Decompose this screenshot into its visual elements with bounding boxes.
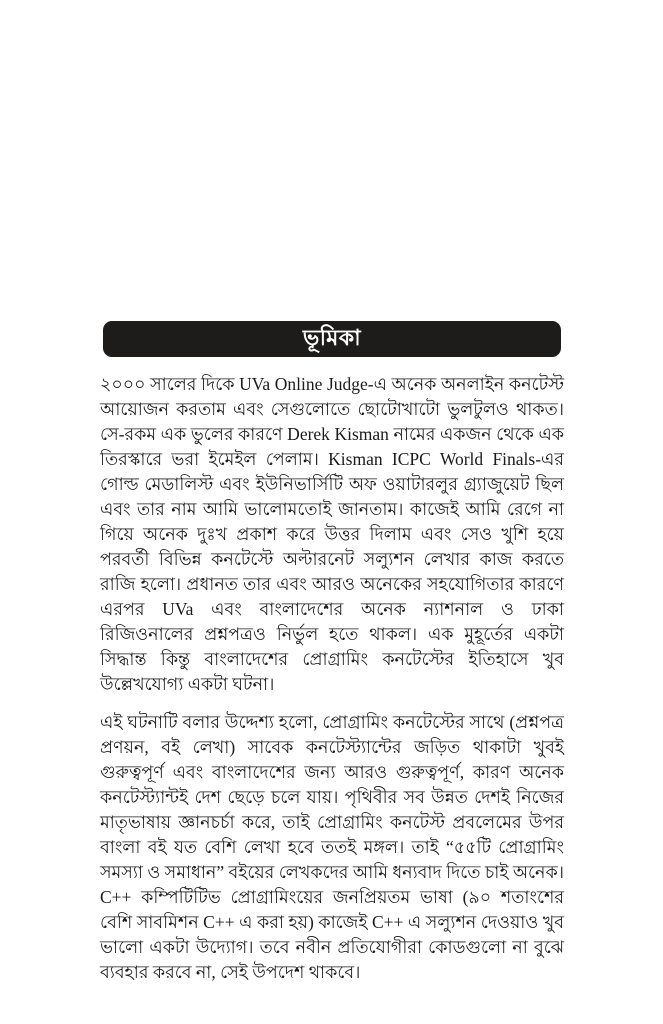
paragraph: এই ঘটনাটি বলার উদ্দেশ্য হলো, প্রোগ্রামিং কনটেস্টের সাথে (প্রশ্নপত্র প্রণয়ন, বই লেখা) সাবেক কনটেস্ট্যান্টের জড়িত থাকাটা খুবই গুরুত্বপূর্ণ এবং বাংলাদেশের জন্য আরও গুরুত্বপূর্ণ, কারণ অনেক কনটেস্ট্যান্টই দেশ ছেড়ে চলে যায়। পৃথিবীর সব উন্নত দেশই নিজের মাতৃভাষায় জ্ঞানচর্চা করে, তাই প্রোগ্রামিং কনটেস্ট প্রবলেমের উপর বাংলা বই যত বেশি লেখা হবে ততই মঙ্গল। তাই “৫৫টি প্রোগ্রামিং সমস্যা ও সমাধান” বইয়ের লেখকদের আমি ধন্যবাদ দিতে চাই অনেক। C++ কম্পিটিটিভ প্রোগ্রামিংয়ের জনপ্রিয়তম ভাষা (৯০ শতাংশের বেশি সাবমিশন C++ এ করা হয়) কাজেই C++ এ সল্যুশন দেওয়াও খুব ভালো একটা উদ্যোগ। তবে নবীন প্রতিযোগীরা কোডগুলো না বুঝে ব্যবহার করবে না, সেই উপদেশ থাকবে। (100, 712, 564, 982)
chapter-body (100, 372, 564, 998)
paragraph: ২০০০ সালের দিকে UVa Online Judge-এ অনেক অনলাইন কনটেস্ট আয়োজন করতাম এবং সেগুলোতে ছোটোখাটো ভুলটুলও থাকত। সে-রকম এক ভুলের কারণে Derek Kisman নামের একজন থেকে এক তিরস্কারে ভরা ইমেইল পেলাম। Kisman ICPC World Finals-এর গোল্ড মেডালিস্ট এবং ইউনিভার্সিটি অফ ওয়াটারলুর গ্র্যাজুয়েট ছিল এবং তার নাম আমি ভালোমতোই জানতাম। কাজেই আমি রেগে না গিয়ে অনেক দুঃখ প্রকাশ করে উত্তর দিলাম এবং সেও খুশি হয়ে পরবর্তী বিভিন্ন কনটেস্টে অল্টারনেট সল্যুশন লেখার কাজ করতে রাজি হলো। প্রধানত তার এবং আরও অনেকের সহযোগিতার কারণে এরপর UVa এবং বাংলাদেশের অনেক ন্যাশনাল ও ঢাকা রিজিওনালের প্রশ্নপত্রও নির্ভুল হতে থাকল। এক মুহূর্তের একটা সিদ্ধান্ত কিন্তু বাংলাদেশের প্রোগ্রামিং কনটেস্টের ইতিহাসে খুব উল্লেখযোগ্য একটা ঘটনা। (100, 374, 564, 694)
chapter-heading-banner (103, 321, 561, 357)
chapter-title: ভূমিকা (302, 325, 362, 350)
